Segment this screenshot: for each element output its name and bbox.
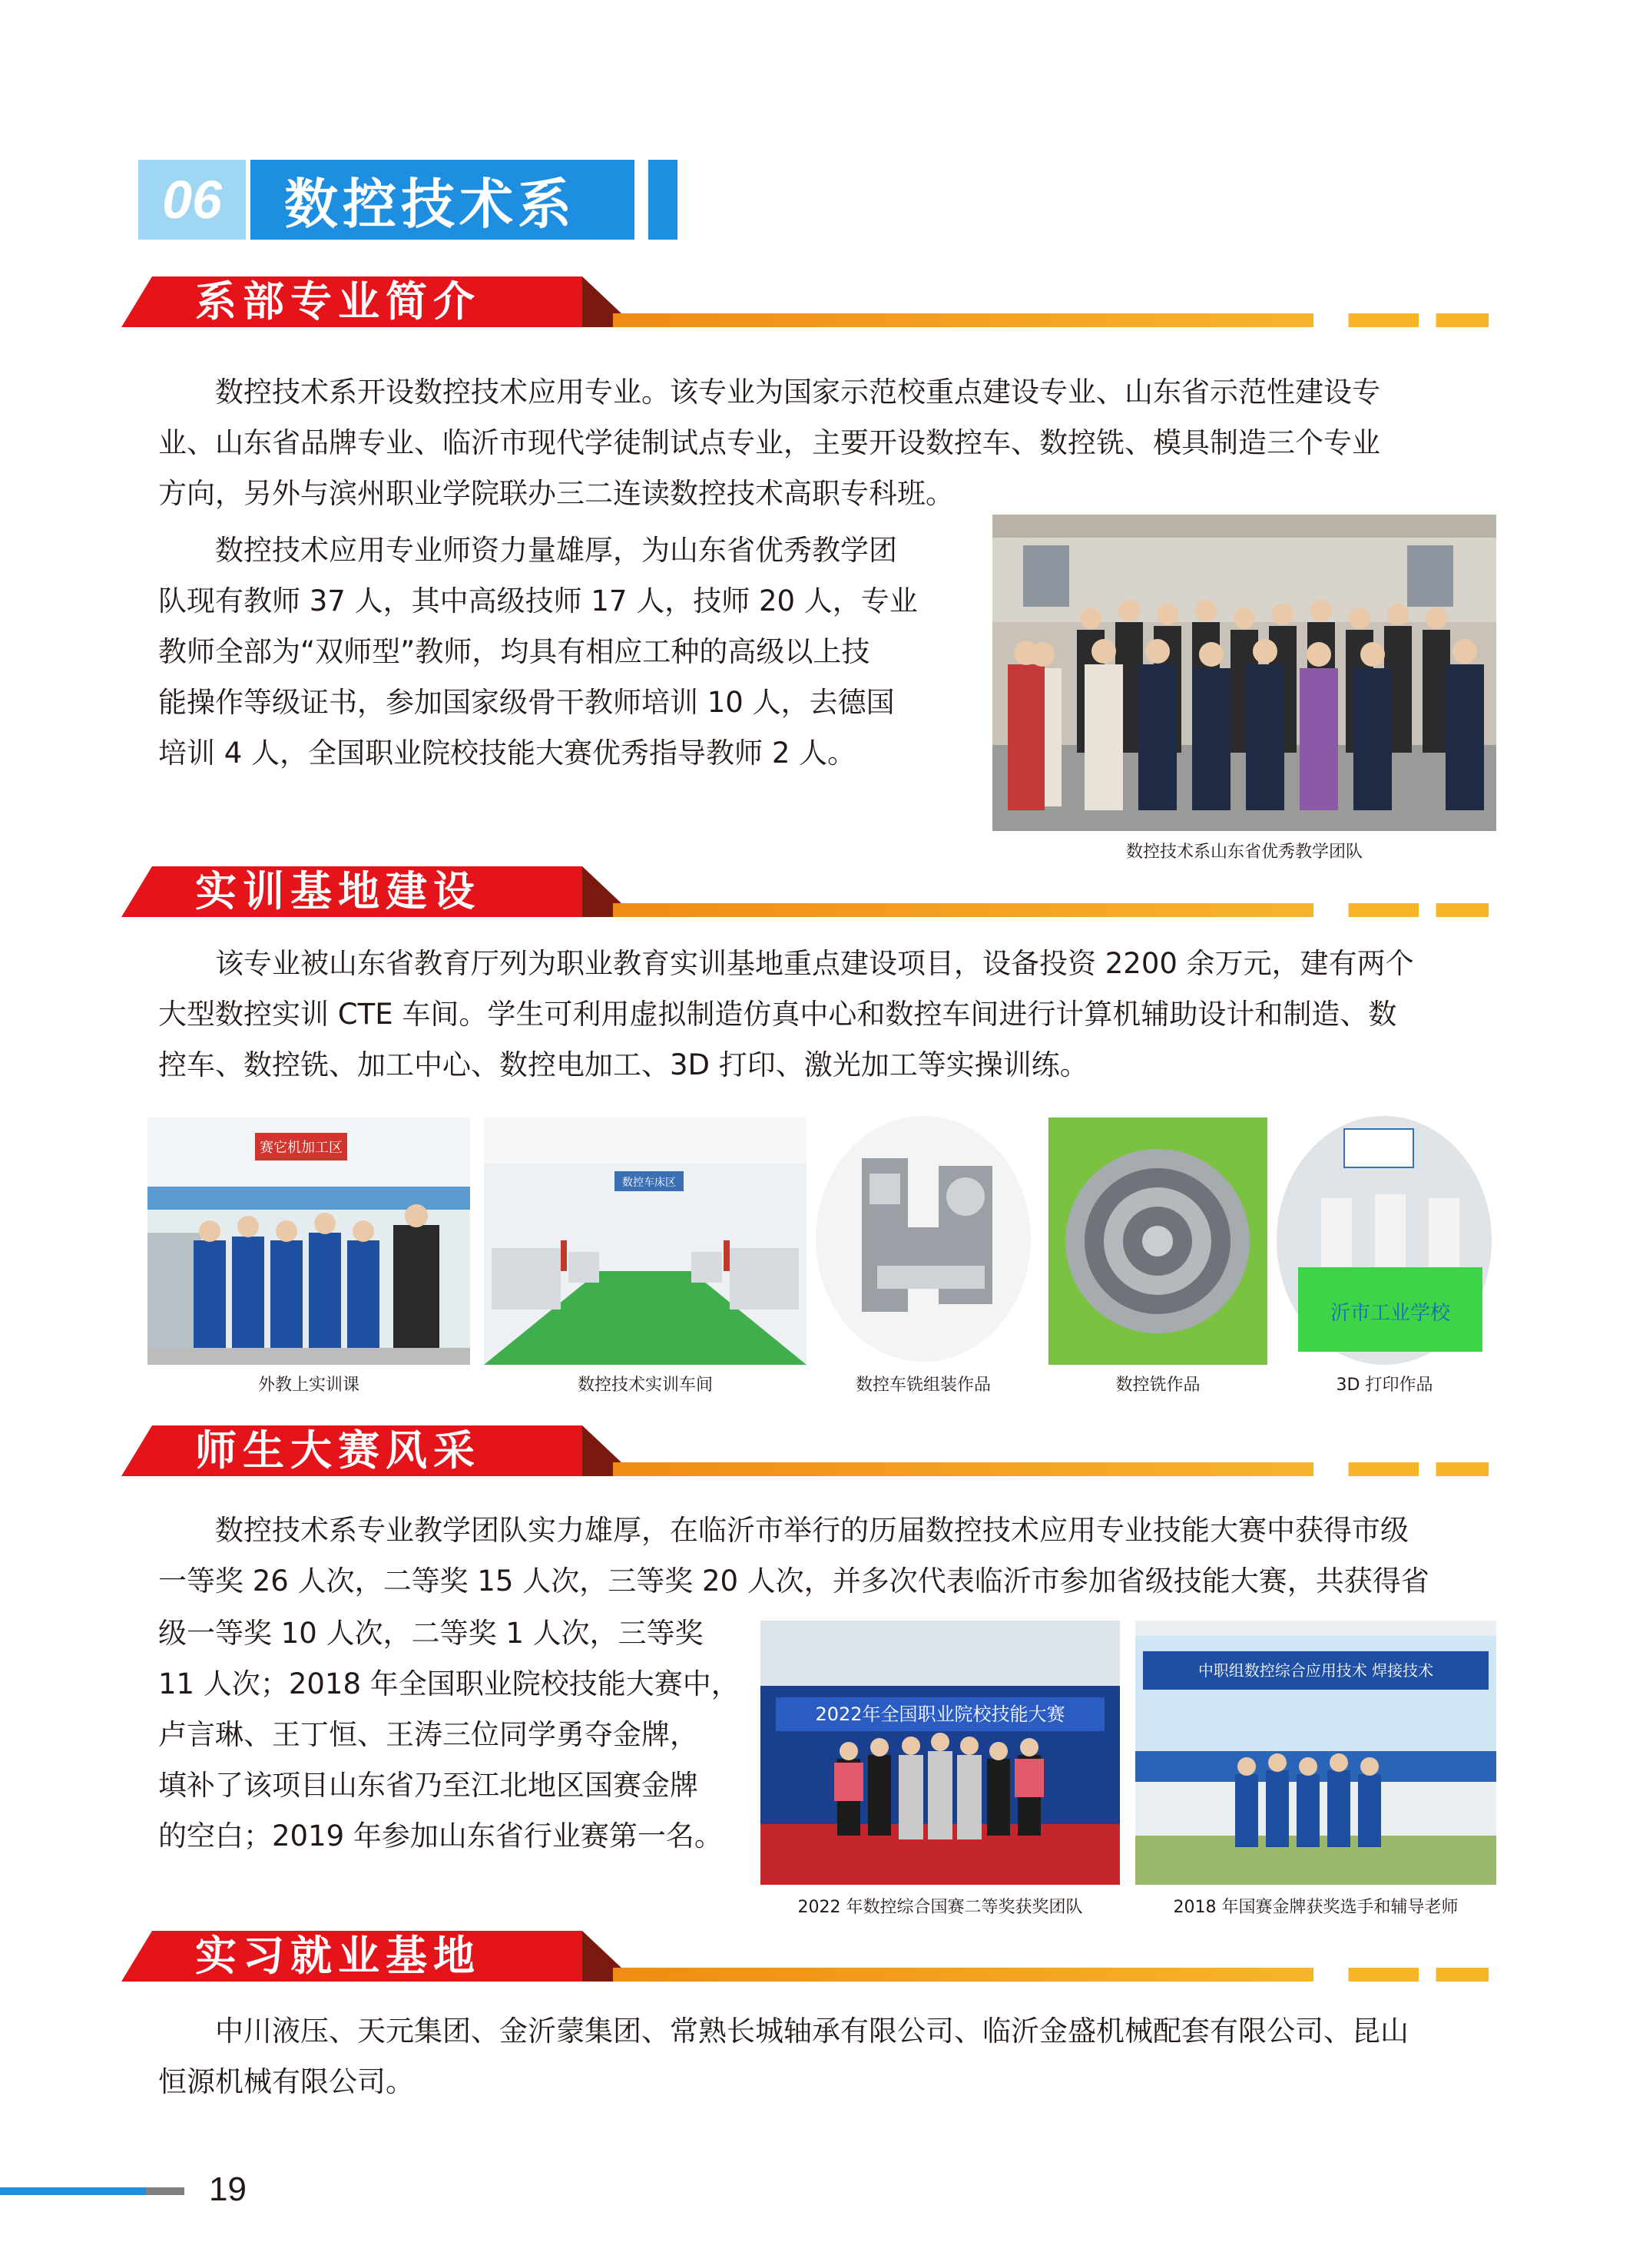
text-line: 控车、数控铣、加工中心、数控电加工、3D 打印、激光加工等实操训练。 (158, 1048, 1088, 1081)
text-line: 的空白；2019 年参加山东省行业赛第一名。 (158, 1819, 723, 1852)
section-header-contest (121, 1425, 1489, 1479)
section-header-intern (121, 1931, 1489, 1985)
section-title: 实习就业基地 (195, 1932, 481, 1980)
photo-caption: 数控技术实训车间 (577, 1376, 713, 1395)
photo-2018-gold (1135, 1621, 1496, 1885)
intro-paragraph-2 (158, 525, 972, 779)
footer-bar-gray (146, 2187, 184, 2195)
section-title: 系部专业简介 (195, 277, 481, 326)
section-title: 师生大赛风采 (195, 1426, 481, 1475)
text-line: 数控技术系开设数控技术应用专业。该专业为国家示范校重点建设专业、山东省示范性建设专 (215, 376, 1380, 409)
photo-caption: 数控车铣组装作品 (855, 1376, 991, 1395)
photo-lathe-milling-assembly (808, 1112, 1038, 1366)
photo-banner-text: 中职组数控综合应用技术 焊接技术 (1197, 1661, 1434, 1680)
text-line: 11 人次；2018 年全国职业院校技能大赛中， (158, 1667, 740, 1700)
page-number: 19 (209, 2170, 247, 2208)
text-line: 能操作等级证书，参加国家级骨干教师培训 10 人，去德国 (158, 686, 895, 719)
intro-paragraph-1-cont (158, 418, 1502, 519)
photo-foreign-teacher (147, 1117, 470, 1365)
text-line: 该专业被山东省教育厅列为职业教育实训基地重点建设项目，设备投资 2200 余万元，建有两个 (215, 947, 1414, 980)
text-line: 填补了该项目山东省乃至江北地区国赛金牌 (158, 1769, 698, 1802)
text-line: 大型数控实训 CTE 车间。学生可利用虚拟制造仿真中心和数控车间进行计算机辅助设计和制造、数 (158, 998, 1397, 1031)
base-paragraph (158, 939, 1502, 1091)
photo-sign-text: 数控车床区 (622, 1177, 676, 1189)
footer-bar (0, 2187, 146, 2195)
text-line: 队现有教师 37 人，其中高级技师 17 人，技师 20 人，专业 (158, 584, 918, 617)
intern-paragraph (158, 2006, 1502, 2107)
photo-workshop (484, 1117, 807, 1365)
photo-caption: 2022 年数控综合国赛二等奖获奖团队 (797, 1898, 1083, 1917)
chapter-number: 06 (138, 160, 246, 240)
intro-paragraph-1 (158, 367, 1502, 418)
photo-3d-print (1275, 1114, 1494, 1367)
text-line: 级一等奖 10 人次，二等奖 1 人次，三等奖 (158, 1617, 704, 1650)
text-line: 恒源机械有限公司。 (158, 2065, 414, 2098)
photo-caption: 数控铣作品 (1115, 1376, 1201, 1395)
contest-paragraph (158, 1505, 1502, 1607)
photo-caption: 2018 年国赛金牌获奖选手和辅导老师 (1173, 1898, 1459, 1917)
text-line: 卢言琳、王丁恒、王涛三位同学勇夺金牌， (158, 1718, 698, 1751)
text-line: 数控技术系专业教学团队实力雄厚，在临沂市举行的历届数控技术应用专业技能大赛中获得市级 (215, 1514, 1409, 1547)
text-line: 教师全部为“双师型”教师，均具有相应工种的高级以上技 (158, 635, 870, 668)
photo-sign-text: 赛它机加工区 (260, 1140, 343, 1156)
text-line: 数控技术应用专业师资力量雄厚，为山东省优秀教学团 (215, 534, 897, 567)
photo-sign-text: 沂市工业学校 (1330, 1302, 1451, 1325)
text-line: 中川液压、天元集团、金沂蒙集团、常熟长城轴承有限公司、临沂金盛机械配套有限公司、昆山 (215, 2015, 1409, 2048)
text-line: 业、山东省品牌专业、临沂市现代学徒制试点专业，主要开设数控车、数控铣、模具制造三个专业 (158, 426, 1380, 459)
text-line: 方向，另外与滨州职业学院联办三二连读数控技术高职专科班。 (158, 477, 954, 510)
section-header-intro (121, 276, 1489, 330)
photo-caption: 外教上实训课 (257, 1376, 359, 1395)
contest-paragraph-cont (158, 1608, 742, 1862)
section-title: 实训基地建设 (195, 867, 481, 915)
photo-caption: 3D 打印作品 (1336, 1376, 1433, 1395)
chapter-title: 数控技术系 (250, 160, 634, 240)
photo-milling-work (1048, 1117, 1267, 1365)
section-header-base (121, 866, 1489, 920)
team-photo (992, 515, 1496, 831)
photo-2022-team (760, 1621, 1120, 1885)
text-line: 一等奖 26 人次，二等奖 15 人次，三等奖 20 人次，并多次代表临沂市参加省级技能大赛，共获得省 (158, 1564, 1429, 1598)
text-line: 培训 4 人，全国职业院校技能大赛优秀指导教师 2 人。 (158, 737, 856, 770)
photo-banner-text: 2022年全国职业院校技能大赛 (815, 1703, 1065, 1725)
chapter-bar (648, 160, 677, 240)
team-photo-caption: 数控技术系山东省优秀教学团队 (1125, 843, 1363, 862)
